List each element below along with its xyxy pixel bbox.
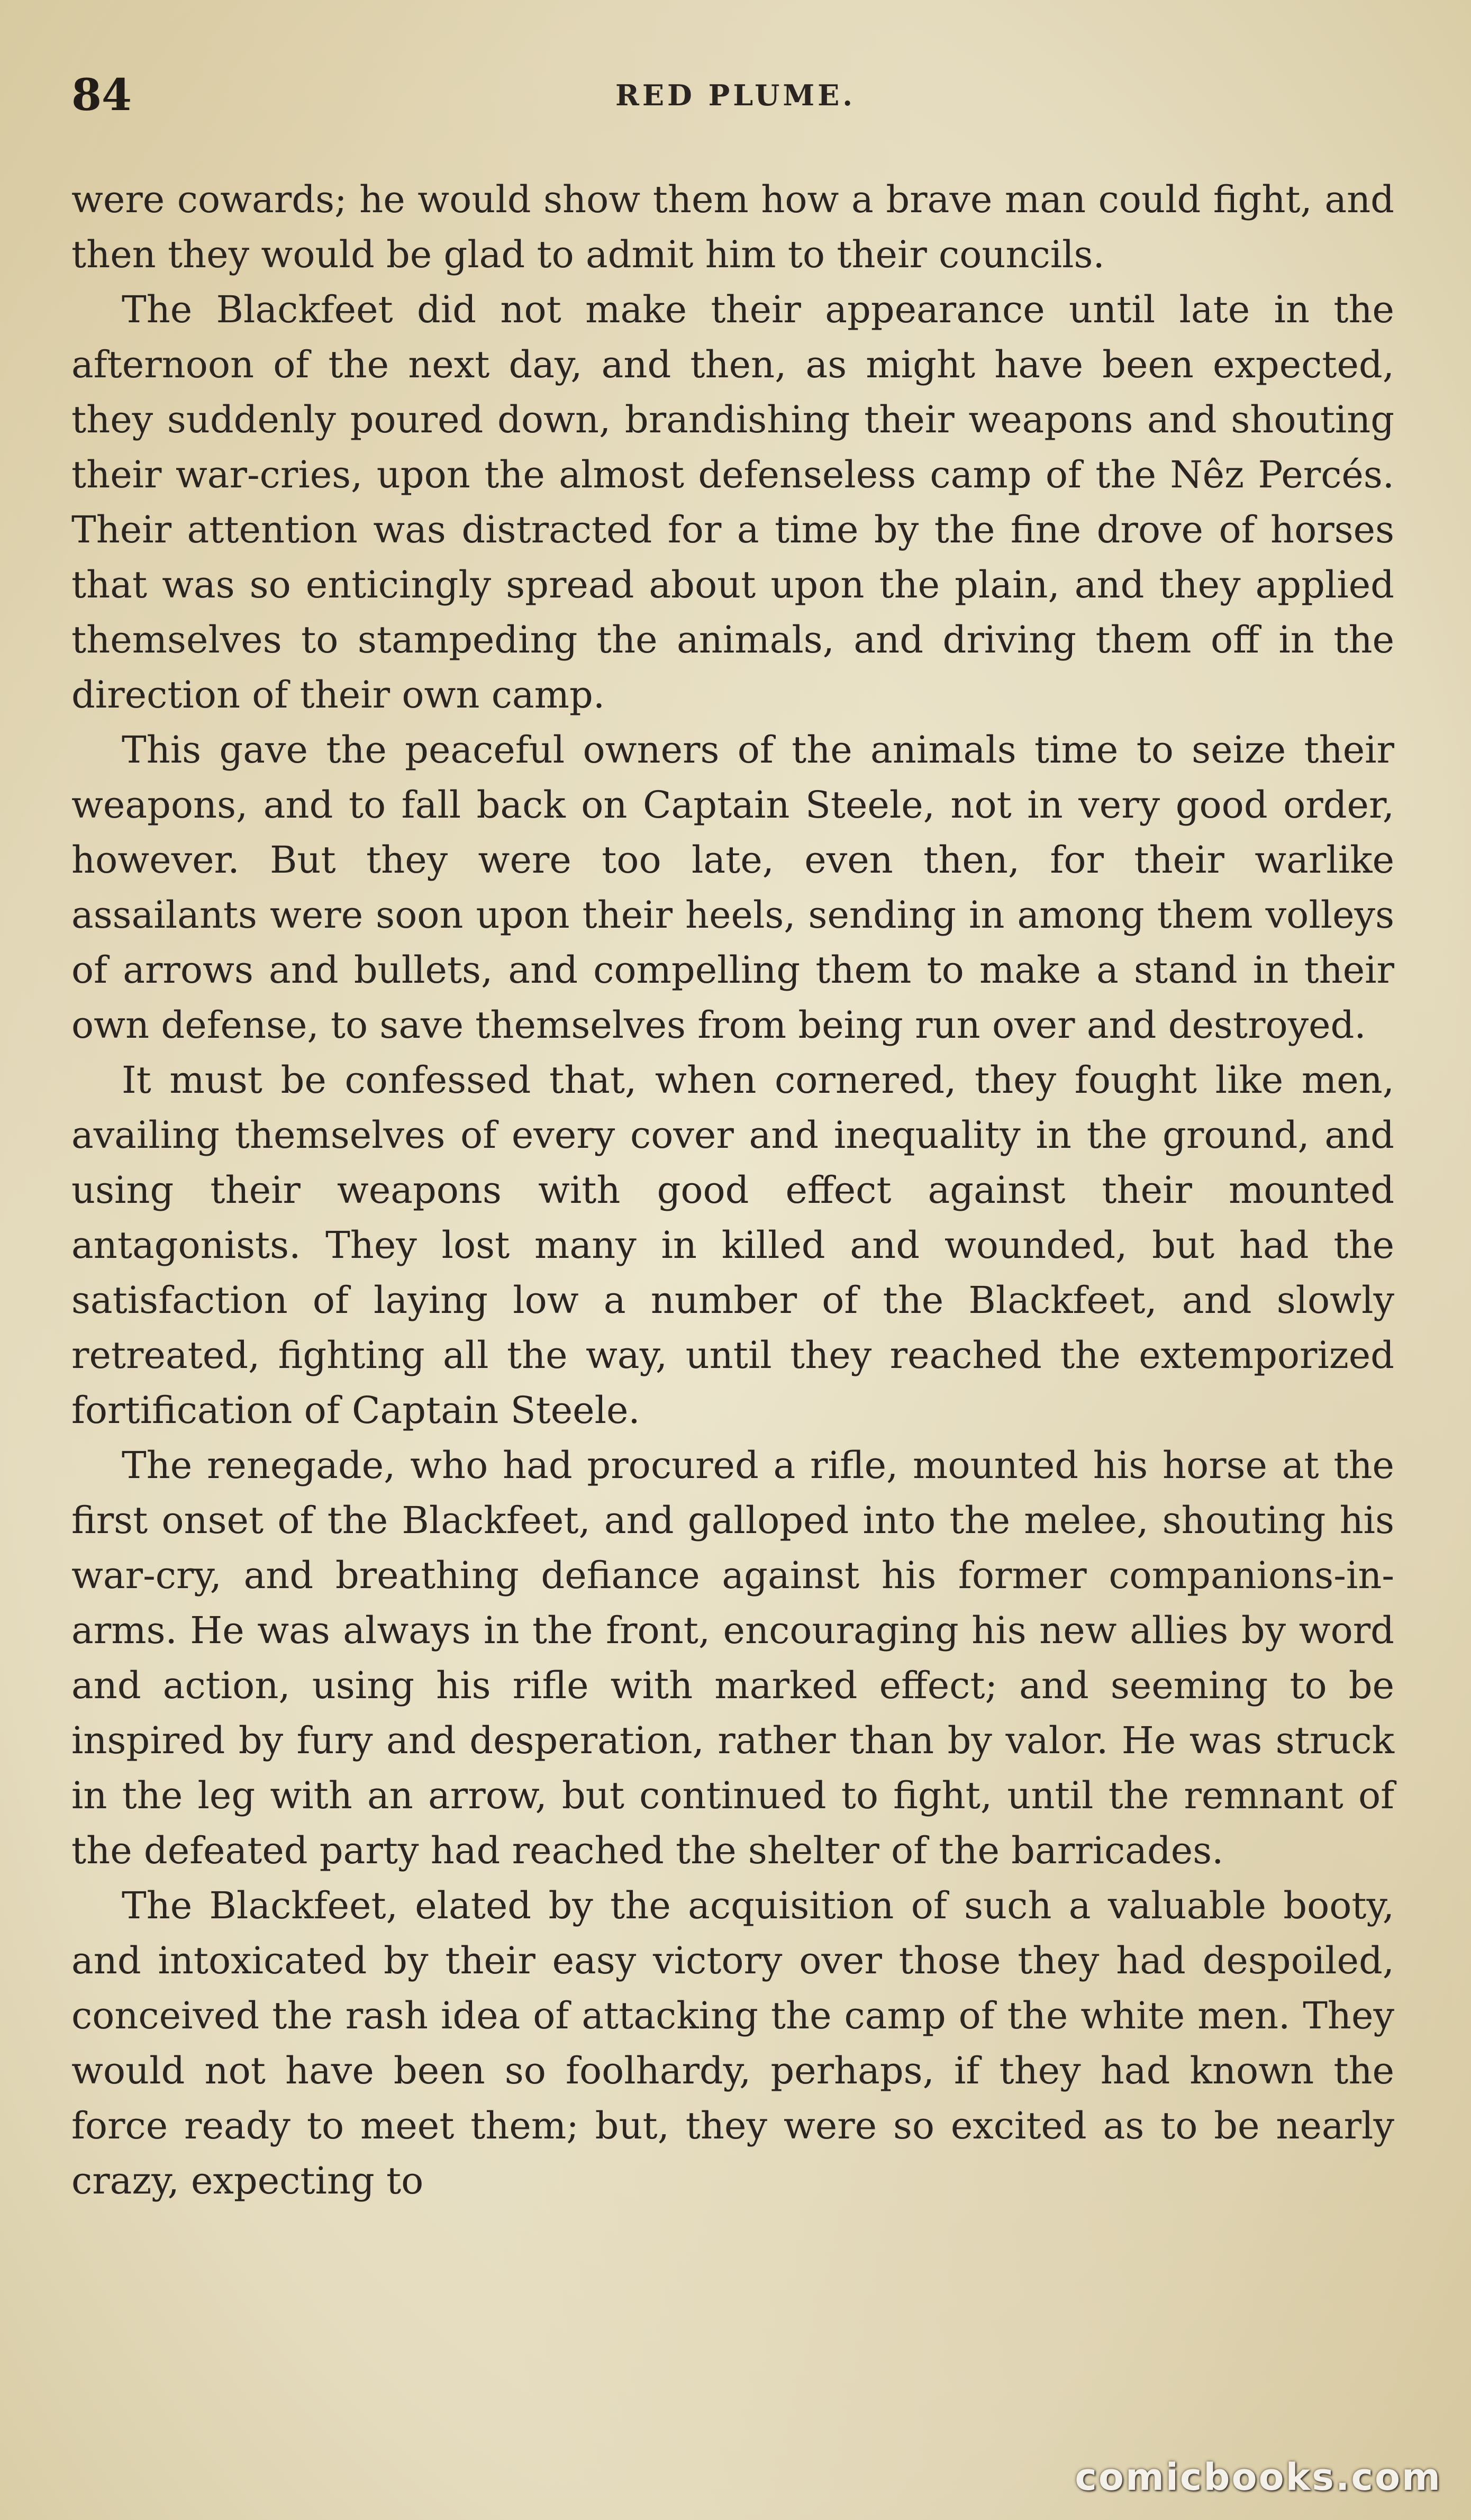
paragraph: The Blackfeet did not make their appearance until late in the afternoon of the next day, and then, as might have been expected, they suddenly poured down, brandishing their weapons and shouting their war-cries, upon the almost defenseless camp of the Nêz Percés. Their attention was distracted for a time by the fine drove of horses that was so enticingly spread about upon the plain, and they applied themselves to stampeding the animals, and driving them off in the direction of their own camp.	[71, 288, 1394, 717]
paragraph: The renegade, who had procured a rifle, mounted his horse at the first onset of the Blackfeet, and galloped into the melee, shouting his war-cry, and breathing defiance against his former companions-in-arms. He was always in the front, encouraging his new allies by word and action, using his rifle with marked effect; and seeming to be inspired by fury and desperation, rather than by valor. He was struck in the leg with an arrow, but continued to fight, until the remnant of the defeated party had reached the shelter of the barricades.	[71, 1444, 1394, 1872]
paragraph: were cowards; he would show them how a brave man could fight, and then they would be glad to admit him to their councils.	[71, 178, 1394, 276]
paragraph: The Blackfeet, elated by the acquisition of such a valuable booty, and intoxicated by their easy victory over those they had despoiled, conceived the rash idea of attacking the camp of the white men. They would not have been so foolhardy, perhaps, if they had known the force ready to meet them; but, they were so excited as to be nearly crazy, expecting to	[71, 1884, 1394, 2202]
body-text	[71, 172, 1394, 2208]
running-head: RED PLUME.	[615, 78, 856, 112]
page-header	[71, 64, 1400, 127]
watermark: comicbooks.com	[1075, 2455, 1442, 2499]
page-number: 84	[71, 70, 132, 121]
paragraph: It must be confessed that, when cornered, they fought like men, availing themselves of every cover and inequality in the ground, and using their weapons with good effect against their mounted antagonists. They lost many in killed and wounded, but had the satisfaction of laying low a number of the Blackfeet, and slowly retreated, fighting all the way, until they reached the extemporized fortification of Captain Steele.	[71, 1058, 1394, 1432]
paragraph: This gave the peaceful owners of the animals time to seize their weapons, and to fall back on Captain Steele, not in very good order, however. But they were too late, even then, for their warlike assailants were soon upon their heels, sending in among them volleys of arrows and bullets, and compelling them to make a stand in their own defense, to save themselves from being run over and destroyed.	[71, 728, 1394, 1047]
